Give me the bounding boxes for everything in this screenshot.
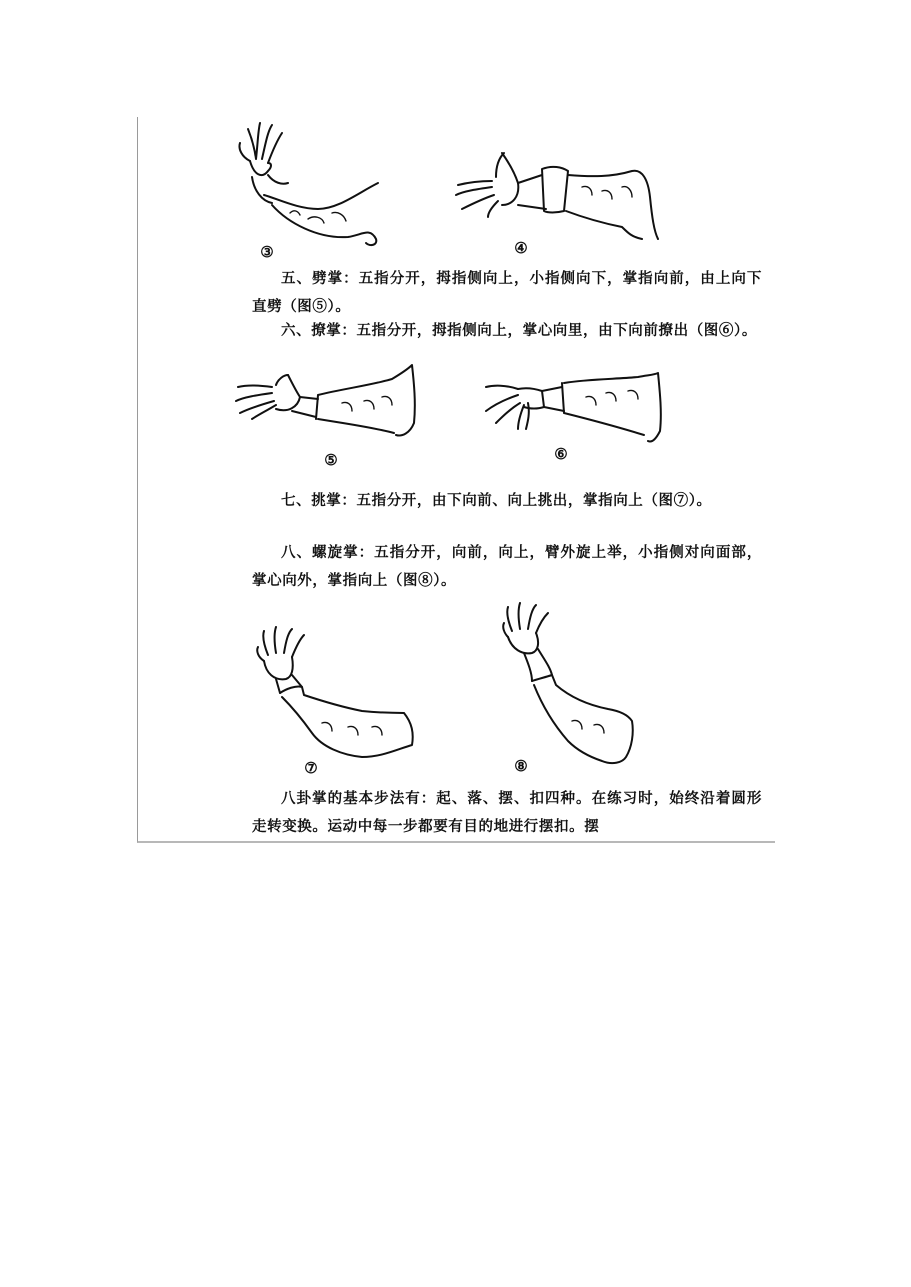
paragraph-pi-zhang: 五、劈掌：五指分开，拇指侧向上，小指侧向下，掌指向前，由上向下直劈（图⑤）。: [252, 270, 762, 315]
figure-6: [478, 369, 668, 463]
upward-slice-palm-arm-icon: [478, 369, 668, 449]
figure-8-label: ⑧: [514, 757, 528, 775]
spiral-palm-arm-icon: [498, 601, 648, 771]
figure-8: [498, 601, 648, 775]
figure-4-label: ④: [514, 239, 528, 257]
paragraph-tiao-zhang: 七、挑掌：五指分开，由下向前、向上挑出，掌指向上（图⑦）。: [281, 492, 712, 509]
figure-5-label: ⑤: [324, 451, 338, 469]
figure-7: [252, 623, 422, 777]
paragraph-luoxuan-zhang: 八、螺旋掌：五指分开，向前，向上，臂外旋上举，小指侧对向面部，掌心向外，掌指向上（图⑧）。: [252, 544, 762, 589]
figure-4: [452, 147, 662, 257]
figure-3: [228, 119, 398, 261]
figure-5: [232, 363, 422, 469]
figure-6-label: ⑥: [554, 445, 568, 463]
lifted-palm-arm-icon: [252, 623, 422, 773]
scanned-book-page: [137, 117, 775, 843]
figure-3-label: ③: [260, 243, 274, 261]
raised-palm-arm-icon: [228, 119, 398, 249]
paragraph-bagua-steps: 八卦掌的基本步法有：起、落、摆、扣四种。在练习时，始终沿着圆形走转变换。运动中每一步都要有目的地进行摆扣。摆: [252, 790, 762, 835]
paragraph-liao-zhang: 六、撩掌：五指分开，拇指侧向上，掌心向里，由下向前撩出（图⑥）。: [281, 322, 757, 339]
forward-palm-arm-icon: [452, 147, 662, 247]
chop-palm-arm-icon: [232, 363, 422, 453]
figure-7-label: ⑦: [304, 759, 318, 777]
